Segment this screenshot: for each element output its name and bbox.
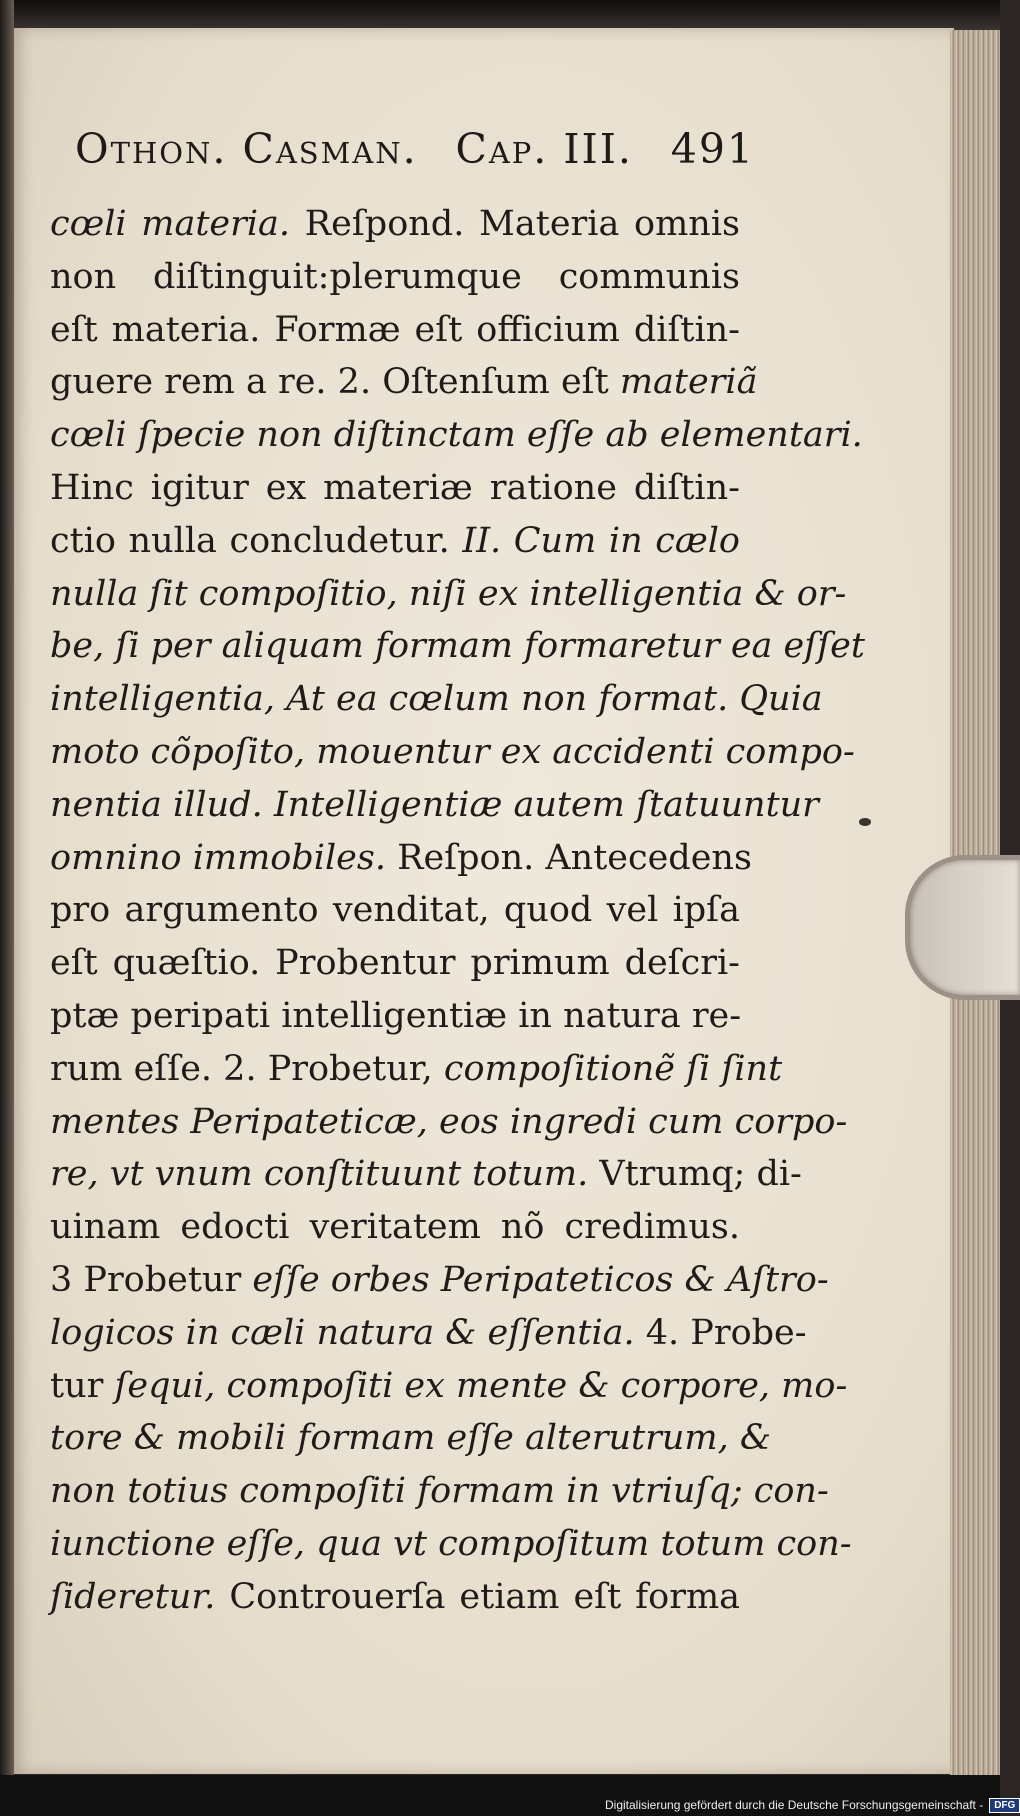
running-head-chapter: Cap. III. xyxy=(455,125,633,173)
italic-segment: cœli ſpecie non diſtinctam eſſe ab elementari. xyxy=(50,415,863,456)
text-line xyxy=(50,1412,771,1465)
digitization-credit xyxy=(605,1795,1020,1815)
roman-segment: non diſtinguit:plerumque communis xyxy=(50,256,740,297)
italic-segment: intelligentia, At ea cœlum non format. Quia xyxy=(50,679,823,720)
italic-segment: moto cõpoſito, mouentur ex accidenti compo- xyxy=(50,731,855,772)
roman-segment: 4. Probe- xyxy=(634,1312,807,1353)
italic-segment: ſideretur. xyxy=(50,1576,216,1617)
roman-segment: tur xyxy=(50,1365,115,1406)
text-line xyxy=(50,1571,740,1624)
text-line xyxy=(50,1465,829,1518)
roman-segment: Reſpon. Antecedens xyxy=(385,837,752,878)
text-line xyxy=(50,356,758,409)
body-text xyxy=(50,198,865,1624)
scan-border-top xyxy=(0,0,1000,30)
italic-segment: eſſe orbes Peripateticos & Aſtro- xyxy=(252,1259,829,1300)
text-line xyxy=(50,409,863,462)
roman-segment: eſt materia. Formæ eſt officium diſtin- xyxy=(50,309,740,350)
italic-segment: nentia illud. Intelligentiæ autem ſtatuuntur xyxy=(50,784,819,825)
text-line xyxy=(50,1201,740,1254)
ink-smudge xyxy=(859,818,871,826)
text-line xyxy=(50,673,823,726)
text-line xyxy=(50,1254,829,1307)
italic-segment: ſequi, compoſiti ex mente & corpore, mo- xyxy=(114,1365,848,1406)
dfg-logo: DFG xyxy=(989,1798,1020,1813)
text-line xyxy=(50,568,847,621)
text-line xyxy=(50,304,740,357)
text-line xyxy=(50,198,740,251)
italic-segment: iunctione eſſe, qua vt compoſitum totum con- xyxy=(50,1523,852,1564)
italic-segment: logicos in cæli natura & eſſentia. xyxy=(50,1312,635,1353)
text-line xyxy=(50,937,740,990)
text-line xyxy=(50,779,819,832)
italic-segment: compoſitionẽ ſi ſint xyxy=(443,1048,783,1089)
roman-segment: eſt quæſtio. Probentur primum deſcri- xyxy=(50,943,740,984)
book-spine-edge xyxy=(0,0,14,1790)
text-line xyxy=(50,462,740,515)
text-line xyxy=(50,251,740,304)
roman-segment: pro argumento venditat, quod vel ipſa xyxy=(50,890,740,931)
roman-segment: ctio nulla concludetur. xyxy=(50,520,463,561)
roman-segment: guere rem a re. 2. Oſtenſum eſt xyxy=(50,362,620,403)
text-line xyxy=(50,1096,848,1149)
italic-segment: non totius compoſiti formam in vtriuſq; con- xyxy=(50,1471,829,1512)
text-line xyxy=(50,620,865,673)
italic-segment: mentes Peripateticæ, eos ingredi cum corpo- xyxy=(50,1101,848,1142)
text-line xyxy=(50,515,740,568)
roman-segment: Controuerſa etiam eſt forma xyxy=(215,1576,740,1617)
credit-text: Digitalisierung gefördert durch die Deutsche Forschungsgemeinschaft - xyxy=(605,1798,984,1812)
text-line xyxy=(50,1043,783,1096)
page-number: 491 xyxy=(670,125,755,173)
text-line xyxy=(50,1518,852,1571)
running-head-author: Othon. Casman. xyxy=(75,125,418,173)
italic-segment: cœli materia. xyxy=(50,204,291,244)
roman-segment: uinam edocti veritatem nõ credimus. xyxy=(50,1207,740,1248)
text-line xyxy=(50,990,740,1043)
text-line xyxy=(50,726,855,779)
italic-segment: tore & mobili formam eſſe alterutrum, & xyxy=(50,1418,771,1459)
roman-segment: 3 Probetur xyxy=(50,1259,253,1300)
text-line xyxy=(50,1360,848,1413)
roman-segment: rum eſſe. 2. Probetur, xyxy=(50,1048,444,1089)
page-clip xyxy=(905,855,1020,1000)
roman-segment: ptæ peripati intelligentiæ in natura re- xyxy=(50,995,742,1036)
italic-segment: nulla ſit compoſitio, niſi ex intelligentia & or- xyxy=(50,573,847,614)
text-line xyxy=(50,832,752,885)
running-head xyxy=(75,125,755,173)
roman-segment: Reſpond. Materia omnis xyxy=(290,204,740,244)
italic-segment: omnino immobiles. xyxy=(50,837,386,878)
roman-segment: Vtrumq; di- xyxy=(588,1154,802,1195)
italic-segment: materiã xyxy=(619,362,758,403)
text-line xyxy=(50,1148,802,1201)
text-line xyxy=(50,884,740,937)
roman-segment: Hinc igitur ex materiæ ratione diſtin- xyxy=(50,467,740,508)
italic-segment: re, vt vnum conſtituunt totum. xyxy=(50,1154,589,1195)
italic-segment: II. Cum in cælo xyxy=(462,520,740,561)
italic-segment: be, ſi per aliquam formam formaretur ea eſſet xyxy=(50,626,865,667)
text-line xyxy=(50,1307,807,1360)
